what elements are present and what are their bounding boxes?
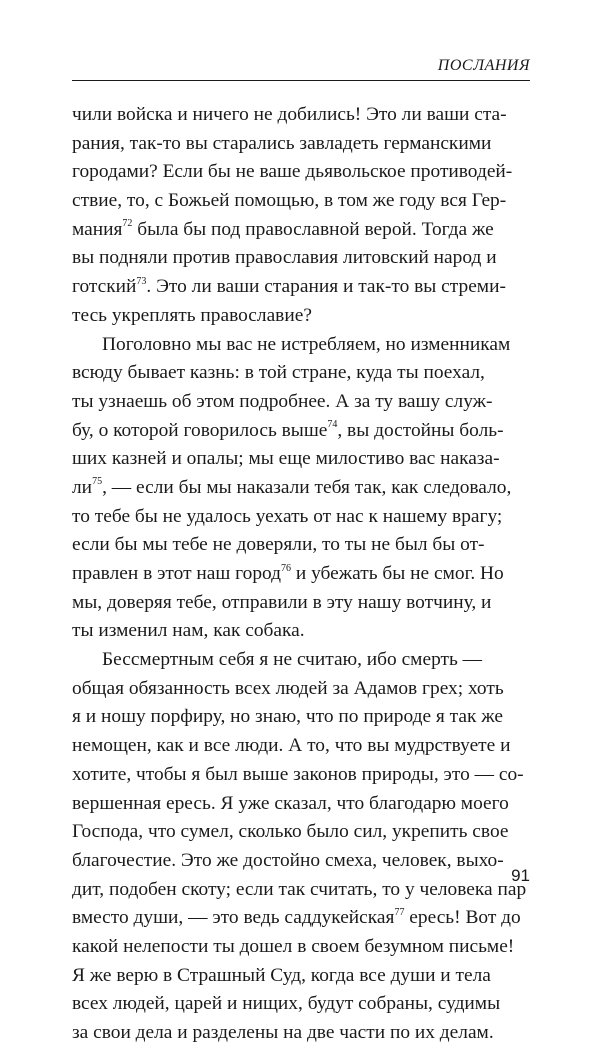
footnote-marker: 76 (281, 562, 292, 574)
footnote-marker: 77 (394, 906, 405, 918)
text-run: ересь! Вот до (404, 907, 521, 929)
text-line: Господа, что сумел, сколько было сил, укрепить свое (72, 821, 509, 843)
footnote-marker: 73 (136, 275, 147, 287)
text-line: за свои дела и разделены на две части по их делам. (72, 1022, 494, 1043)
text-run: готский (72, 276, 137, 298)
text-run: и убежать бы не смог. Но (291, 563, 504, 584)
text-run: . Это ли ваши старания и так-то вы стреми- (146, 276, 506, 298)
running-header: ПОСЛАНИЯ (437, 57, 530, 74)
footnote-marker: 72 (122, 218, 133, 230)
text-line: ты узнаешь об этом подробнее. А за ту вашу служ- (72, 390, 493, 412)
text-line: если бы мы тебе не доверяли, то ты не был бы от- (72, 534, 485, 556)
text-line: какой нелепости ты дошел в своем безумном письме! (72, 935, 515, 957)
footnote-marker: 75 (92, 476, 103, 488)
text-line: мы, доверяя тебе, отправили в эту нашу вотчину, и (72, 591, 492, 613)
text-run: , вы достойны боль- (337, 419, 504, 441)
text-run: была бы под православной верой. Тогда же (132, 218, 494, 240)
text-line (72, 474, 530, 503)
text-line: всюду бывает казнь: в той стране, куда ты поехал, (72, 362, 485, 384)
text-line: ших казней и опалы; мы еще милостиво вас наказа- (72, 448, 500, 470)
text-line: тесь укреплять православие? (72, 304, 312, 326)
footnote-marker: 74 (327, 419, 338, 431)
text-line (72, 216, 530, 245)
text-line: ты изменил нам, как собака. (72, 620, 305, 642)
text-line (72, 417, 530, 446)
text-line: чили войска и ничего не добились! Это ли ваши ста- (72, 104, 507, 125)
header-rule (72, 80, 530, 81)
page-number: 91 (511, 866, 530, 885)
text-line: рания, так-то вы старались завладеть германскими (72, 132, 492, 154)
text-run: вместо души, — это ведь саддукейская (72, 907, 395, 929)
text-line: городами? Если бы не ваше дьявольское противодей- (72, 161, 513, 183)
text-run: бу, о которой говорилось выше (72, 419, 328, 441)
text-line (72, 560, 530, 589)
text-run: , — если бы мы наказали тебя так, как следовало, (102, 476, 512, 498)
text-line (72, 904, 530, 933)
text-run: правлен в этот наш город (72, 563, 282, 584)
text-line: ствие, то, с Божьей помощью, в том же году вся Гер- (72, 190, 507, 212)
text-line: хотите, чтобы я был выше законов природы, это — со- (72, 763, 524, 785)
text-line: Я же верю в Страшный Суд, когда все души и тела (72, 964, 491, 986)
text-line: вершенная ересь. Я уже сказал, что благодарю моего (72, 792, 509, 814)
page-body (72, 101, 530, 1048)
text-line (72, 273, 530, 302)
text-run: мания (72, 218, 123, 240)
text-line: вы подняли против православия литовский народ и (72, 247, 497, 269)
text-line: дит, подобен скоту; если так считать, то у человека пар (72, 878, 527, 900)
text-line: всех людей, царей и нищих, будут собраны, судимы (72, 993, 501, 1015)
text-line: то тебе бы не удалось уехать от нас к нашему врагу; (72, 505, 503, 527)
text-line: благочестие. Это же достойно смеха, человек, выхо- (72, 849, 504, 871)
text-run: ли (72, 476, 93, 498)
text-line: Бессмертным себя я не считаю, ибо смерть — (102, 649, 483, 671)
text-line: Поголовно мы вас не истребляем, но изменникам (102, 333, 511, 355)
text-line: общая обязанность всех людей за Адамов грех; хоть (72, 677, 504, 699)
text-line: немощен, как и все люди. А то, что вы мудрствуете и (72, 735, 511, 757)
text-line: я и ношу порфиру, но знаю, что по природе я так же (72, 706, 504, 728)
